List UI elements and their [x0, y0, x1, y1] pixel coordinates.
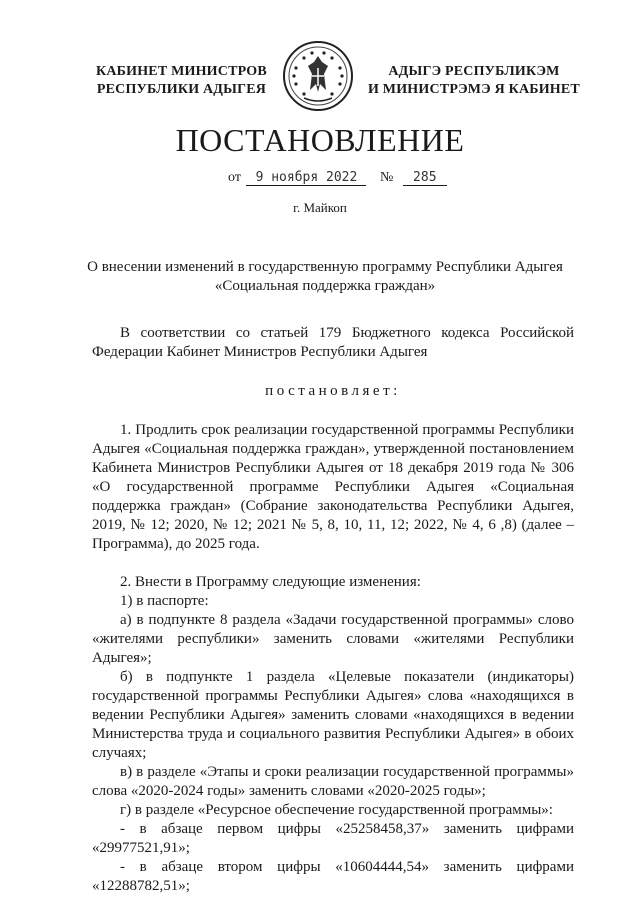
- number-label: №: [379, 170, 394, 185]
- document-dateline: [228, 170, 447, 186]
- issuer-line-1: АДЫГЭ РЕСПУБЛИКЭМ: [388, 64, 560, 79]
- paragraph-item-2-1-c: в) в разделе «Этапы и сроки реализации государственной программы» слова «2020-2024 годы» заменить словами «2020-2025 годы»;: [92, 764, 574, 799]
- adygea-coat-of-arms-icon: [282, 40, 354, 112]
- document-number: 285: [403, 171, 447, 186]
- paragraph-item-2-1-a: а) в подпункте 8 раздела «Задачи государственной программы» слово «жителями республики» заменить словами «жителями Республики Адыгея»;: [92, 612, 574, 666]
- issuer-header-adyghe: [368, 63, 580, 99]
- document-date: 9 ноября 2022: [246, 171, 366, 186]
- subject-line-2: «Социальная поддержка граждан»: [214, 278, 436, 294]
- subject-line-1: О внесении изменений в государственную программу Республики Адыгея: [87, 259, 563, 275]
- preamble-paragraph: В соответствии со статьей 179 Бюджетного кодекса Российской Федерации Кабинет Министров Республики Адыгея: [92, 325, 574, 360]
- document-body: [92, 324, 574, 896]
- issuer-line-2: РЕСПУБЛИКИ АДЫГЕЯ: [96, 82, 267, 97]
- paragraph-item-2-1-d-1: - в абзаце первом цифры «25258458,37» заменить цифрами «29977521,91»;: [92, 821, 574, 856]
- document-city: г. Майкоп: [293, 200, 347, 215]
- document-title: ПОСТАНОВЛЕНИЕ: [175, 122, 465, 158]
- paragraph-item-2-1: 1) в паспорте:: [120, 593, 209, 609]
- paragraph-item-2-1-d: г) в разделе «Ресурсное обеспечение государственной программы»:: [120, 802, 553, 818]
- paragraph-item-1: 1. Продлить срок реализации государственной программы Республики Адыгея «Социальная поддержка граждан», утвержденной постановлением Кабинета Министров Республики Адыгея от 18 декабря 2019 года № 306 «О государственной программе Республики Адыгея «Социальная поддержка граждан» (Собрание законодательства Республики Адыгея, 2019, № 12; 2020, № 12; 2021 № 5, 8, 10, 11, 12; 2022, № 4, 6 ,8) (далее – Программа), до 2025 года.: [92, 422, 574, 552]
- resolves-heading: постановляет:: [265, 383, 401, 399]
- date-label: от: [228, 170, 241, 185]
- issuer-line-2: И МИНИСТРЭМЭ Я КАБИНЕТ: [368, 82, 580, 97]
- paragraph-item-2-1-d-2: - в абзаце втором цифры «10604444,54» заменить цифрами «12288782,51»;: [92, 859, 574, 894]
- issuer-line-1: КАБИНЕТ МИНИСТРОВ: [96, 64, 267, 79]
- paragraph-item-2-1-b: б) в подпункте 1 раздела «Целевые показатели (индикаторы) государственной программы Республики Адыгея» слова «находящихся в ведении Республики Адыгея» заменить словами «находящихся в ведении Министерства труда и социального развития Республики Адыгея» в обоих случаях;: [92, 669, 574, 761]
- issuer-header-russian: [96, 63, 267, 99]
- document-subject: [80, 258, 570, 296]
- paragraph-item-2: 2. Внести в Программу следующие изменения:: [120, 574, 421, 590]
